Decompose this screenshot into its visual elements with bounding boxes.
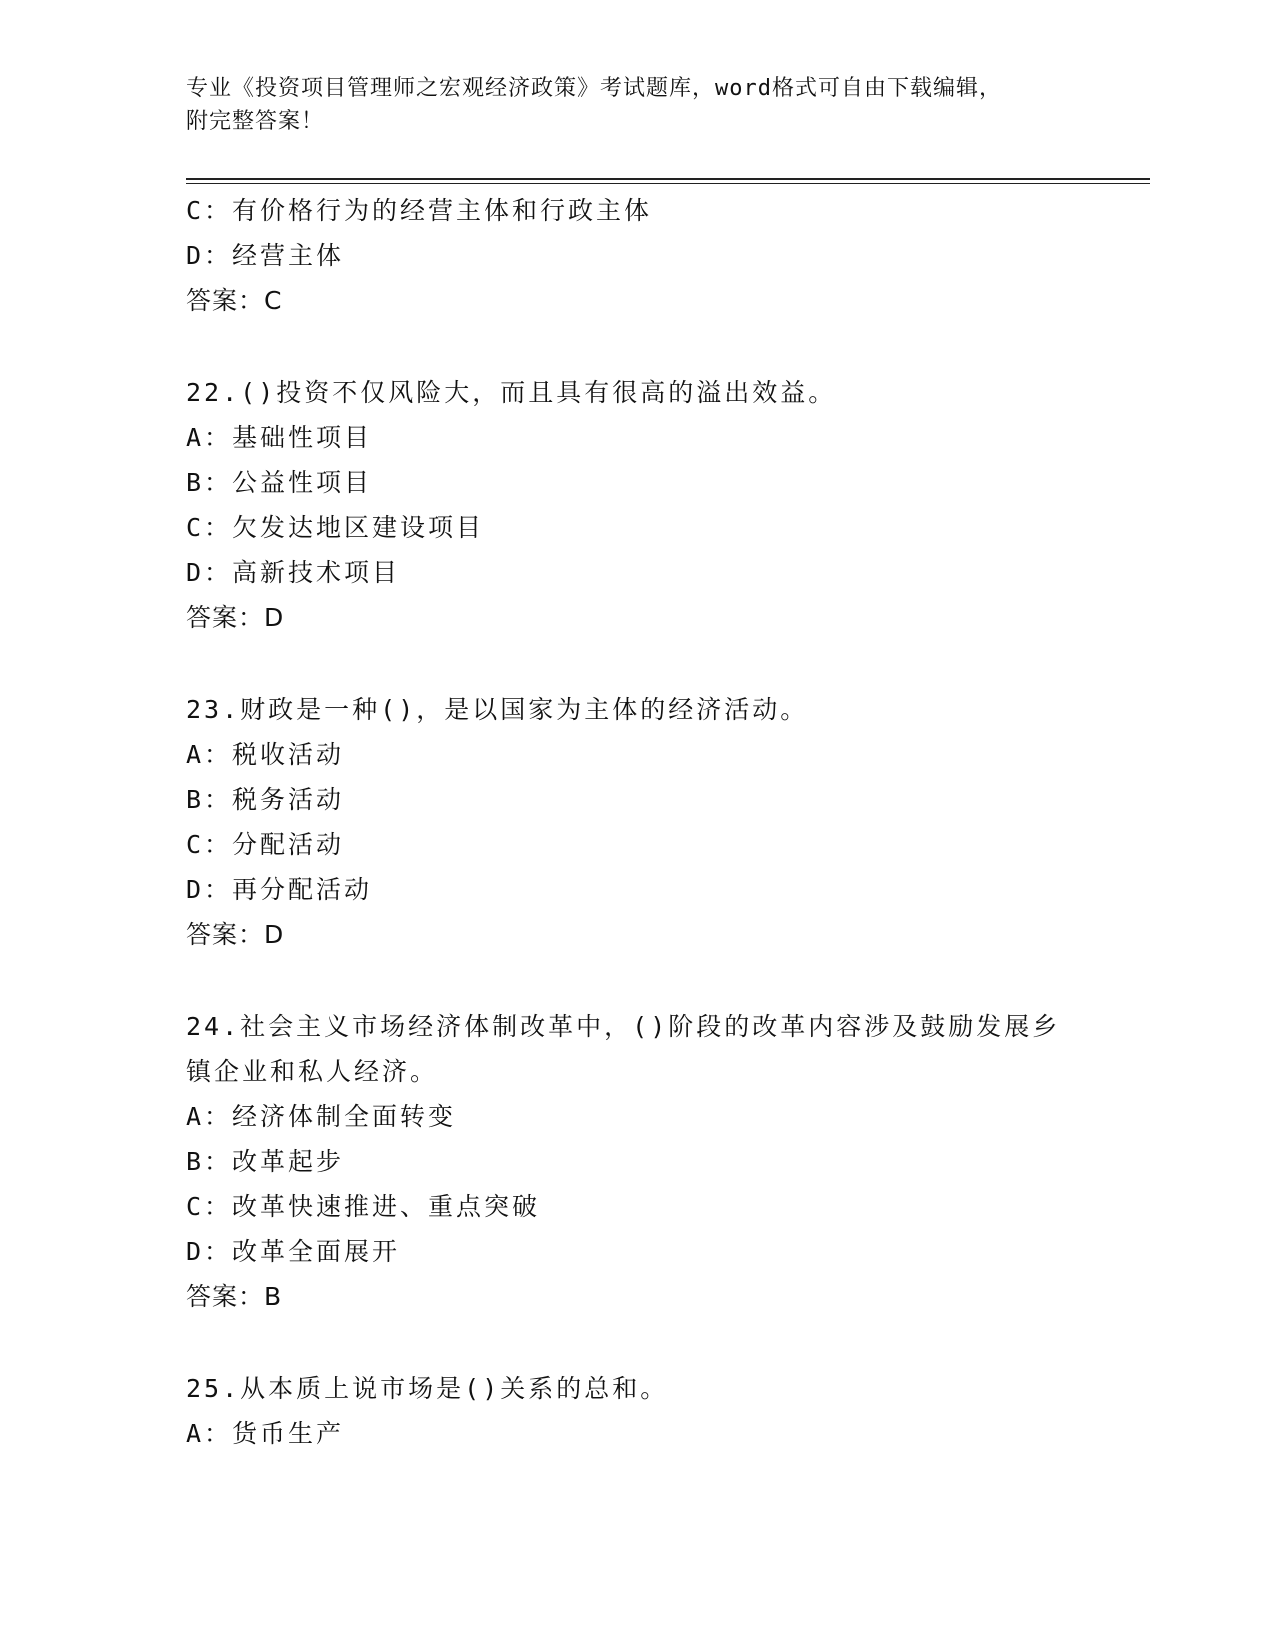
answer: 答案：B [186,1282,283,1311]
question-21-partial [186,188,1086,323]
question-24 [186,1004,1086,1319]
option-c: C：改革快速推进、重点突破 [186,1192,541,1221]
spacer [186,323,1086,370]
option-a: A：货币生产 [186,1419,345,1448]
question-list [186,188,1086,1456]
spacer [186,957,1086,1004]
answer: 答案：D [186,920,285,949]
header-divider-thick [186,178,1150,180]
spacer [186,1319,1086,1366]
question-stem-line-2: 镇企业和私人经济。 [186,1057,439,1086]
option-c: C：分配活动 [186,830,345,859]
spacer [186,640,1086,687]
question-stem-line-1: 24.社会主义市场经济体制改革中，()阶段的改革内容涉及鼓励发展乡 [186,1012,1061,1041]
option-d: D：再分配活动 [186,875,373,904]
question-23 [186,687,1086,957]
question-25 [186,1366,1086,1456]
option-a: A：税收活动 [186,740,345,769]
answer: 答案：C [186,286,283,315]
question-22 [186,370,1086,640]
option-a: A：基础性项目 [186,423,373,452]
question-stem: 25.从本质上说市场是()关系的总和。 [186,1374,669,1403]
header-line-2: 附完整答案！ [186,109,325,134]
option-a: A：经济体制全面转变 [186,1102,457,1131]
option-d: D：经营主体 [186,241,345,270]
header-line-1: 专业《投资项目管理师之宏观经济政策》考试题库，word格式可自由下载编辑， [186,76,1002,101]
option-b: B：税务活动 [186,785,345,814]
option-b: B：改革起步 [186,1147,345,1176]
question-stem: 23.财政是一种()，是以国家为主体的经济活动。 [186,695,809,724]
answer: 答案：D [186,603,285,632]
option-d: D：高新技术项目 [186,558,401,587]
page-header [186,72,1086,138]
question-stem: 22.()投资不仅风险大，而且具有很高的溢出效益。 [186,378,837,407]
option-c: C：有价格行为的经营主体和行政主体 [186,196,653,225]
option-c: C：欠发达地区建设项目 [186,513,485,542]
option-d: D：改革全面展开 [186,1237,401,1266]
option-b: B：公益性项目 [186,468,373,497]
header-divider-thin [186,183,1150,184]
